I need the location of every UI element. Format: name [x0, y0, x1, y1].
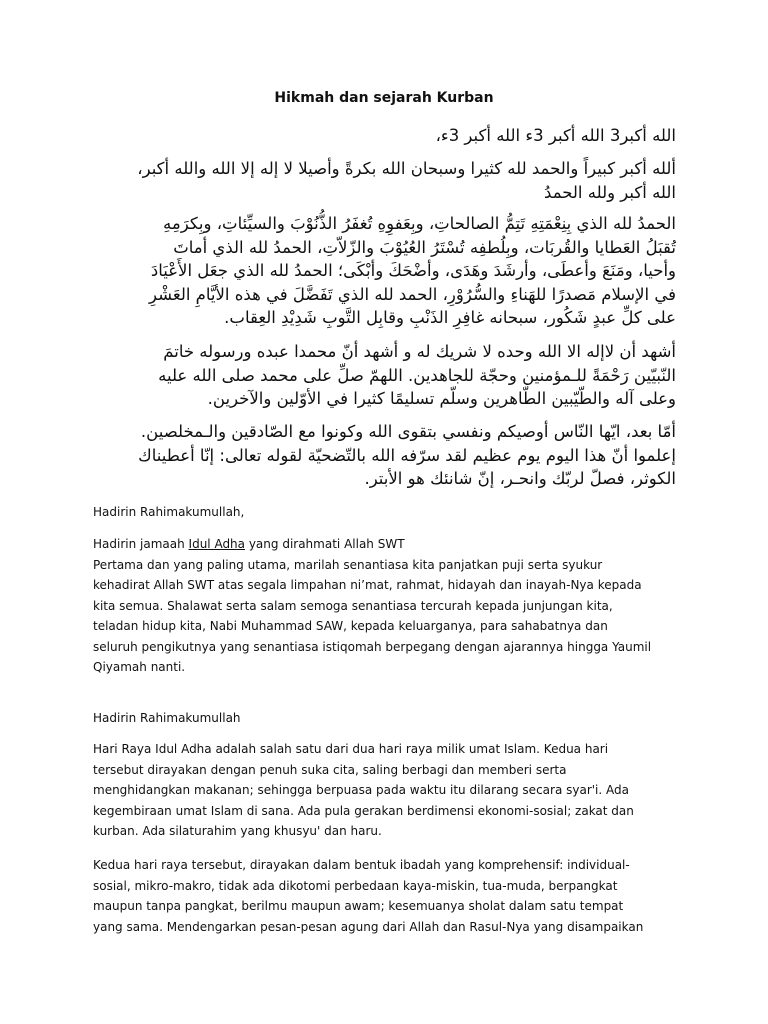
arabic-syahadat	[92, 340, 676, 411]
arabic-line: تُقبَلُ العَطايا والقُربَات، وبِلُطفِه تُسْتَرُ العُيُوْبَ والزّلاّتِ، الحمدُ لله الذي أماتَ	[173, 237, 676, 257]
arabic-line: الحمدُ لله الذي بِنِعْمَتِهِ تَتِمُّ الصالحاتِ، وبِعَفوِهِ تُغفَرُ الذُّنُوْبَ والسيِّئاتِ، وبِكرَمِهِ	[163, 214, 676, 233]
paragraph-line: tersebut dirayakan dengan penuh suka cita, saling berbagi dan memberi serta	[93, 762, 567, 777]
document-title: Hikmah dan sejarah Kurban	[274, 90, 494, 106]
paragraph-line: Hari Raya Idul Adha adalah salah satu dari dua hari raya milik umat Islam. Kedua hari	[93, 742, 609, 756]
arabic-line: أشهد أن لاإله الا الله وحده لا شريك له و أشهد أنّ محمدا عبده ورسوله خاتمَ	[163, 342, 676, 361]
arabic-hamdalah	[92, 212, 676, 330]
paragraph-line: kegembiraan umat Islam di sana. Ada pula gerakan berdimensi ekonomi-sosial; zakat dan	[93, 803, 634, 818]
greeting-text: Hadirin Rahimakumullah	[93, 711, 241, 725]
paragraph-heading-line	[93, 534, 673, 555]
paragraph-line: kurban. Ada silaturahim yang khusyu' dan haru.	[93, 824, 382, 838]
arabic-line: الكوثر، فصلّ لربّك وانحـر، إنّ شانئك هو الأبتر.	[364, 469, 676, 488]
paragraph-ibadah	[93, 855, 673, 937]
paragraph-line: teladan hidup kita, Nabi Muhammad SAW, kepada keluarganya, para sahabatnya dan	[93, 619, 608, 633]
arabic-line: الله أكبر ولله الحمدُ	[544, 182, 676, 202]
greeting-text: Hadirin Rahimakumullah,	[93, 505, 245, 519]
paragraph-line: Qiyamah nanti.	[93, 660, 186, 674]
arabic-line: النّبيّين رَحْمَةً للـمؤمنين وحجّة للجاهدين. اللهمّ صلِّ على محمد صلى الله عليه	[158, 365, 676, 385]
paragraph-idul-adha	[93, 739, 673, 842]
arabic-line: إعلموا أنّ هذا اليوم يوم عظيم لقد سرّفه الله بالتّضحيّة لقوله تعالى: إنّا أعطيناك	[138, 445, 676, 465]
arabic-line: وعلى آله والطّيّبين الطّاهرين وسلّم تسليمًا كثيرا في الأوّلين والآخرين.	[207, 389, 676, 408]
arabic-line: في الإسلام مَصدرًا للهَناءِ والسُّرُوْرِ، الحمد لله الذي تَفَضَّلَ في هذه الأيَّامِ العَشْرِ	[149, 284, 676, 304]
paragraph-line: yang sama. Mendengarkan pesan-pesan agung dari Allah dan Rasul-Nya yang disampaikan	[93, 919, 644, 934]
greeting-2	[93, 708, 673, 729]
text-prefix: Hadirin jamaah	[93, 537, 189, 551]
arabic-wasiat	[92, 420, 676, 491]
paragraph-line: maupun tanpa pangkat, berilmu maupun awam; kesemuanya sholat dalam satu tempat	[93, 899, 624, 913]
paragraph-line: Kedua hari raya tersebut, dirayakan dalam bentuk ibadah yang komprehensif: individual-	[93, 858, 630, 872]
paragraph-line: sosial, mikro-makro, tidak ada dikotomi perbedaan kaya-miskin, tua-muda, berpangkat	[93, 878, 618, 893]
arabic-line: ألله أكبر كبيراً والحمد لله كثيرا وسبحان الله بكرةً وأصيلا لا إله إلا الله والله أكبر،	[137, 159, 676, 178]
paragraph-line: menghidangkan makanan; sehingga berpuasa pada waktu itu dilarang secara syar'i. Ada	[93, 783, 629, 797]
paragraph-line: kita semua. Shalawat serta salam semoga senantiasa tercurah kepada junjungan kita,	[93, 598, 613, 613]
arabic-takbir-long	[92, 157, 676, 204]
arabic-line: وأحيا، ومَنَعَ وأعطَى، وأرشَدَ وهَدَى، وأضْحَكَ وأبْكَى؛ الحمدُ لله الذي جعَل الأَعْيَادَ	[150, 261, 676, 280]
idul-adha-link[interactable]: Idul Adha	[188, 537, 246, 551]
arabic-line: على كلِّ عبدٍ شَكُور، سبحانه غافِرِ الذَنْبِ وقابِل التَّوبِ شَدِيْدِ العِقاب.	[224, 308, 676, 327]
text-suffix: yang dirahmati Allah SWT	[245, 537, 405, 551]
arabic-takbir	[92, 124, 676, 148]
paragraph-line: Pertama dan yang paling utama, marilah senantiasa kita panjatkan puji serta syukur	[93, 557, 603, 572]
greeting-1	[93, 502, 673, 523]
arabic-line: أمّا بعد، ايّها النّاس أوصيكم ونفسي بتقوى الله وكونوا مع الصّادقين والـمخلصين.	[140, 422, 676, 441]
paragraph-line: seluruh pengikutnya yang senantiasa istiqomah berpegang dengan ajarannya hingga Yaumil	[93, 639, 652, 654]
paragraph-opening	[93, 534, 673, 678]
arabic-line: الله أكبر3 الله أكبر 3ء الله أكبر 3ء،	[435, 126, 676, 145]
paragraph-line: kehadirat Allah SWT atas segala limpahan ni’mat, rahmat, hidayah dan inayah-Nya kepada	[93, 578, 642, 592]
